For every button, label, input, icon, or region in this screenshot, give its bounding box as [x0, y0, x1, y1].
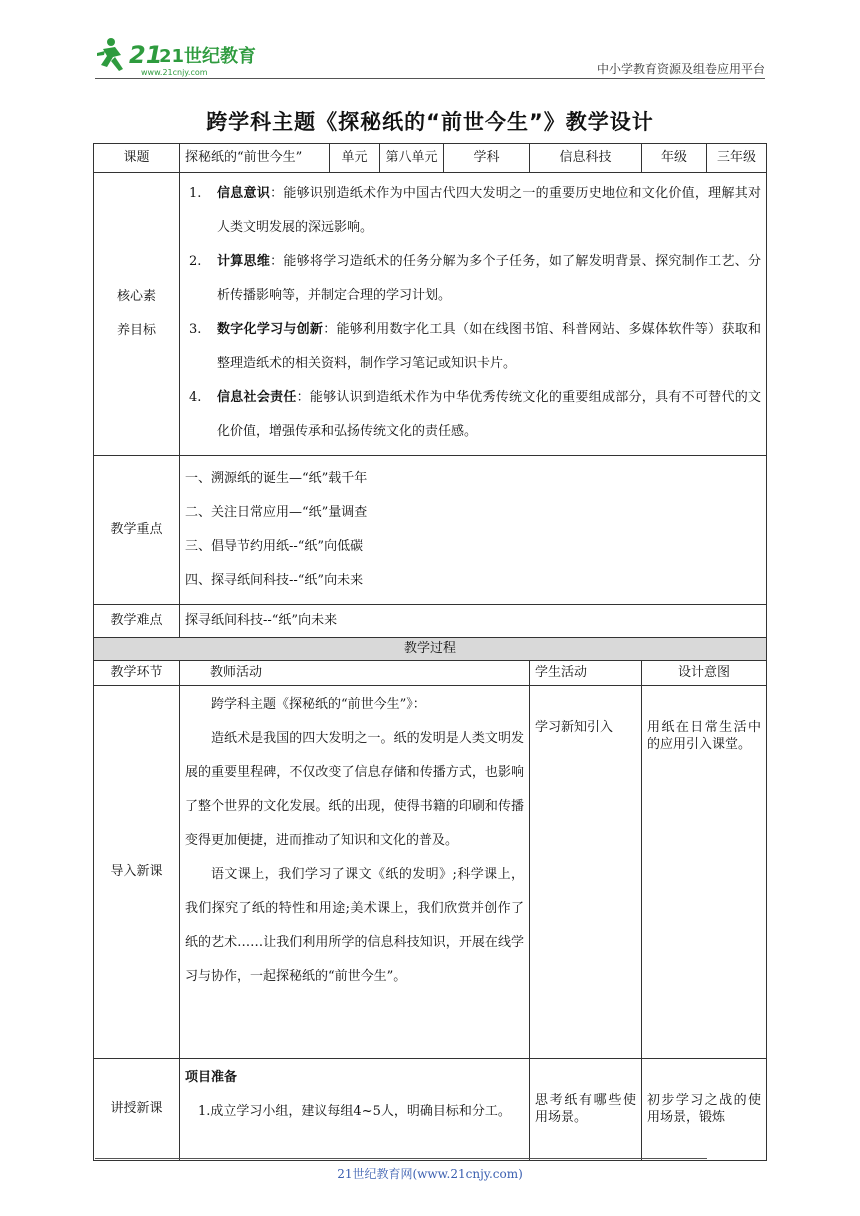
intro-paragraph: 语文课上，我们学习了课文《纸的发明》;科学课上，我们探究了纸的特性和用途;美术课上，我们欣赏并创作了纸的艺术……让我们利用所学的信息科技知识，开展在线学习与协作，一起探秘纸的“前世今生”。 — [185, 867, 524, 984]
subject-label: 学科 — [444, 144, 530, 173]
goal-item: 3. 数字化学习与创新：能够利用数字化工具（如在线图书馆、科普网站、多媒体软件等）获取和整理造纸术的相关资料，制作学习笔记或知识卡片。 — [189, 322, 761, 371]
footer-source[interactable]: 21世纪教育网(www.21cnjy.com) — [337, 1167, 523, 1181]
lecture-text: 1.成立学习小组，建议每组4~5人，明确目标和分工。 — [198, 1104, 511, 1119]
column-teacher: 教师活动 — [180, 661, 530, 686]
lesson-plan-table — [93, 143, 767, 1161]
runner-icon — [97, 38, 123, 71]
process-header-row — [94, 638, 767, 661]
lecture-heading: 项目准备 — [185, 1070, 238, 1085]
column-intent: 设计意图 — [642, 661, 767, 686]
site-logo — [95, 35, 265, 77]
page-header — [95, 30, 765, 80]
unit-label: 单元 — [330, 144, 380, 173]
header-divider — [95, 78, 765, 79]
core-goals-content — [180, 173, 767, 456]
key-points-list — [185, 456, 761, 604]
process-header: 教学过程 — [94, 638, 767, 661]
core-goals-list — [185, 173, 761, 455]
lecture-stage: 讲授新课 — [94, 1059, 180, 1161]
intro-paragraph: 跨学科主题《探秘纸的“前世今生”》： — [211, 697, 426, 712]
info-row — [94, 144, 767, 173]
lecture-intent: 初步学习之战的使用场景，锻炼 — [642, 1059, 767, 1161]
unit-value: 第八单元 — [380, 144, 444, 173]
lecture-teacher — [180, 1059, 530, 1161]
lecture-row — [94, 1059, 767, 1161]
process-columns-row — [94, 661, 767, 686]
lecture-student: 思考纸有哪些使用场景。 — [530, 1059, 642, 1161]
goal-item: 2. 计算思维：能够将学习造纸术的任务分解为多个子任务，如了解发明背景、探究制作工艺、分析传播影响等，并制定合理的学习计划。 — [189, 254, 761, 303]
intro-intent: 用纸在日常生活中的应用引入课堂。 — [642, 686, 767, 1059]
column-student: 学生活动 — [530, 661, 642, 686]
difficulty-label: 教学难点 — [94, 605, 180, 638]
document-title: 跨学科主题《探秘纸的“前世今生”》教学设计 — [206, 110, 654, 134]
logo-url: www.21cnjy.com — [141, 68, 208, 77]
topic-value: 探秘纸的“前世今生” — [180, 144, 330, 173]
intro-row — [94, 686, 767, 1059]
grade-value: 三年级 — [707, 144, 767, 173]
intro-stage: 导入新课 — [94, 686, 180, 1059]
key-point-item: 三、倡导节约用纸--“纸”向低碳 — [185, 539, 364, 554]
intro-student: 学习新知引入 — [530, 686, 642, 1059]
core-goals-label: 核心素 养目标 — [94, 173, 180, 456]
goal-item: 4. 信息社会责任：能够认识到造纸术作为中华优秀传统文化的重要组成部分，具有不可替代的文化价值，增强传承和弘扬传统文化的责任感。 — [189, 390, 761, 439]
subject-value: 信息科技 — [530, 144, 642, 173]
svg-text:21: 21 — [129, 41, 163, 69]
platform-name: 中小学教育资源及组卷应用平台 — [596, 62, 765, 76]
key-point-item: 一、溯源纸的诞生—“纸”载千年 — [185, 471, 368, 486]
topic-label: 课题 — [94, 144, 180, 173]
logo-text: 21世纪教育 — [159, 46, 257, 67]
key-points-content — [180, 456, 767, 605]
key-points-row — [94, 456, 767, 605]
intro-paragraph: 造纸术是我国的四大发明之一。纸的发明是人类文明发展的重要里程碑，不仅改变了信息存储和传播方式，也影响了整个世界的文化发展。纸的出现，使得书籍的印刷和传播变得更加便捷，进而推动了知识和文化的普及。 — [185, 731, 524, 848]
grade-label: 年级 — [642, 144, 707, 173]
key-points-label: 教学重点 — [94, 456, 180, 605]
key-point-item: 二、关注日常应用—“纸”量调查 — [185, 505, 368, 520]
intro-teacher — [180, 686, 530, 1059]
footer-divider — [95, 1158, 707, 1159]
column-stage: 教学环节 — [94, 661, 180, 686]
goal-item: 1. 信息意识：能够识别造纸术作为中国古代四大发明之一的重要历史地位和文化价值，理解其对人类文明发展的深远影响。 — [189, 186, 761, 235]
key-point-item: 四、探寻纸间科技--“纸”向未来 — [185, 573, 364, 588]
difficulty-value: 探寻纸间科技--“纸”向未来 — [180, 605, 767, 638]
difficulty-row — [94, 605, 767, 638]
core-goals-row — [94, 173, 767, 456]
